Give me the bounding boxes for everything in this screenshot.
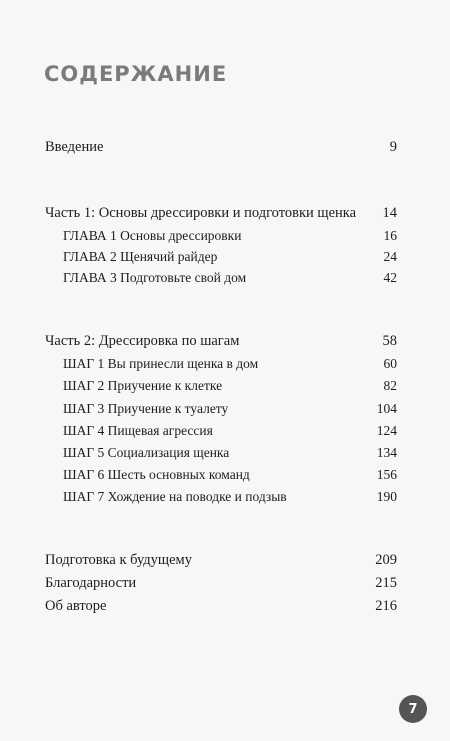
toc-entry: [45, 332, 397, 350]
toc-entry: [45, 138, 397, 156]
toc-entry: [45, 551, 397, 569]
toc-entry-title: Часть 1: Основы дрессировки и подготовки щенка: [45, 205, 357, 221]
toc-entry: [63, 269, 397, 287]
toc-entry: [63, 355, 397, 373]
toc-entry-page: 58: [382, 333, 397, 349]
toc-entry-page: 16: [383, 228, 397, 243]
page-number-badge: 7: [399, 695, 427, 723]
toc-entry: [63, 400, 397, 418]
toc-entry-title: ШАГ 5 Социализация щенка: [63, 445, 230, 460]
toc-entry: [63, 248, 397, 266]
toc-entry-page: 9: [389, 139, 397, 155]
toc-entry-page: 190: [376, 489, 397, 504]
toc-entry-page: 24: [383, 249, 397, 264]
toc-entry-title: Подготовка к будущему: [45, 552, 192, 568]
page-title: СОДЕРЖАНИЕ: [44, 62, 228, 86]
toc-entry-title: ГЛАВА 2 Щенячий райдер: [63, 249, 218, 264]
toc-entry-title: ГЛАВА 1 Основы дрессировки: [63, 228, 242, 243]
toc-entry-page: 124: [376, 423, 397, 438]
toc-entry-title: ШАГ 7 Хождение на поводке и подзыв: [63, 489, 287, 504]
toc-entry-title: ШАГ 2 Приучение к клетке: [63, 378, 223, 393]
toc-entry: [63, 444, 397, 462]
toc-entry: [63, 377, 397, 395]
toc-entry-title: Об авторе: [45, 598, 107, 614]
toc-entry-title: Введение: [45, 139, 104, 155]
toc-entry: [45, 574, 397, 592]
toc-entry-title: Благодарности: [45, 575, 137, 591]
toc-entry-page: 82: [383, 378, 397, 393]
toc-entry: [63, 488, 397, 506]
toc-entry-title: ГЛАВА 3 Подготовьте свой дом: [63, 270, 247, 285]
toc-entry-page: 215: [375, 575, 397, 591]
toc-entry: [63, 466, 397, 484]
toc-entry-title: ШАГ 4 Пищевая агрессия: [63, 423, 213, 438]
toc-entry-title: ШАГ 3 Приучение к туалету: [63, 401, 229, 416]
toc-entry-title: ШАГ 1 Вы принесли щенка в дом: [63, 356, 259, 371]
toc-entry: [63, 422, 397, 440]
toc-entry-page: 60: [383, 356, 397, 371]
toc-entry-title: ШАГ 6 Шесть основных команд: [63, 467, 250, 482]
toc-entry: [45, 204, 397, 222]
toc-entry: [45, 597, 397, 615]
toc-entry-page: 216: [375, 598, 397, 614]
toc-entry-page: 14: [382, 205, 397, 221]
toc-entry-page: 42: [383, 270, 397, 285]
toc-entry-page: 209: [375, 552, 397, 568]
toc-entry-page: 104: [376, 401, 397, 416]
toc-entry-page: 156: [376, 467, 397, 482]
toc-entry: [63, 227, 397, 245]
toc-entry-title: Часть 2: Дрессировка по шагам: [45, 333, 240, 349]
toc-entry-page: 134: [376, 445, 397, 460]
